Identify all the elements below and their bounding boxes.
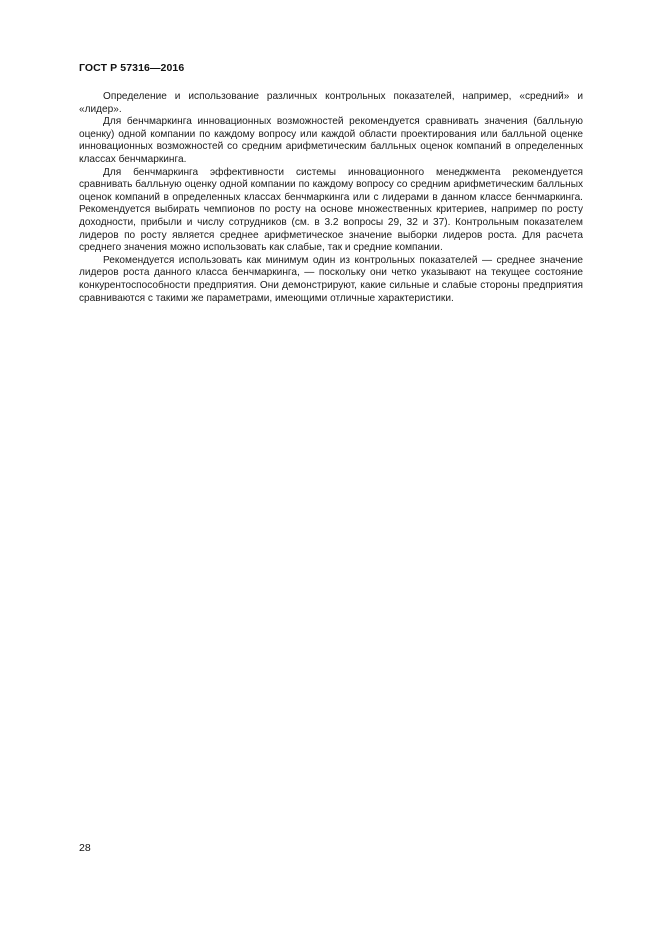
- paragraph-benchmark-definition: Определение и использование различных контрольных показателей, например, «средний» и «лидер».: [79, 91, 583, 115]
- paragraph-innovation-capabilities: Для бенчмаркинга инновационных возможностей рекомендуется сравнивать значения (балльную оценку) одной компании по каждому вопросу или каждой области проектирования или балльной оценке инновационных возможностей со средним арифметическим балльных оценок компаний в определенных классах бенчмаркинга.: [79, 116, 583, 165]
- page-number: 28: [79, 842, 91, 854]
- paragraph-recommendation: Рекомендуется использовать как минимум один из контрольных показателей — среднее значение лидеров роста данного класса бенчмаркинга, — поскольку они четко указывают на текущее состояние конкурентоспособности предприятия. Они демонстрируют, какие сильные и слабые стороны предприятия сравниваются с такими же параметрами, имеющими отличные характеристики.: [79, 254, 583, 304]
- document-body: [79, 91, 583, 305]
- paragraph-management-system-efficiency: Для бенчмаркинга эффективности системы инновационного менеджмента рекомендуется сравнивать балльную оценку одной компании по каждому вопросу со средним арифметическим балльных оценок компаний в определенных классах бенчмаркинга или с лидерами в данном классе бенчмаркинга. Рекомендуется выбирать чемпионов по росту на основе множественных критериев, например по росту доходности, прибыли и числу сотрудников (см. в 3.2 вопросы 29, 32 и 37). Контрольным показателем лидеров по росту является среднее арифметическое значение выборки лидеров роста. Для расчета среднего значения можно использовать как слабые, так и средние компании.: [79, 166, 583, 254]
- document-header-standard-id: ГОСТ Р 57316—2016: [79, 62, 185, 74]
